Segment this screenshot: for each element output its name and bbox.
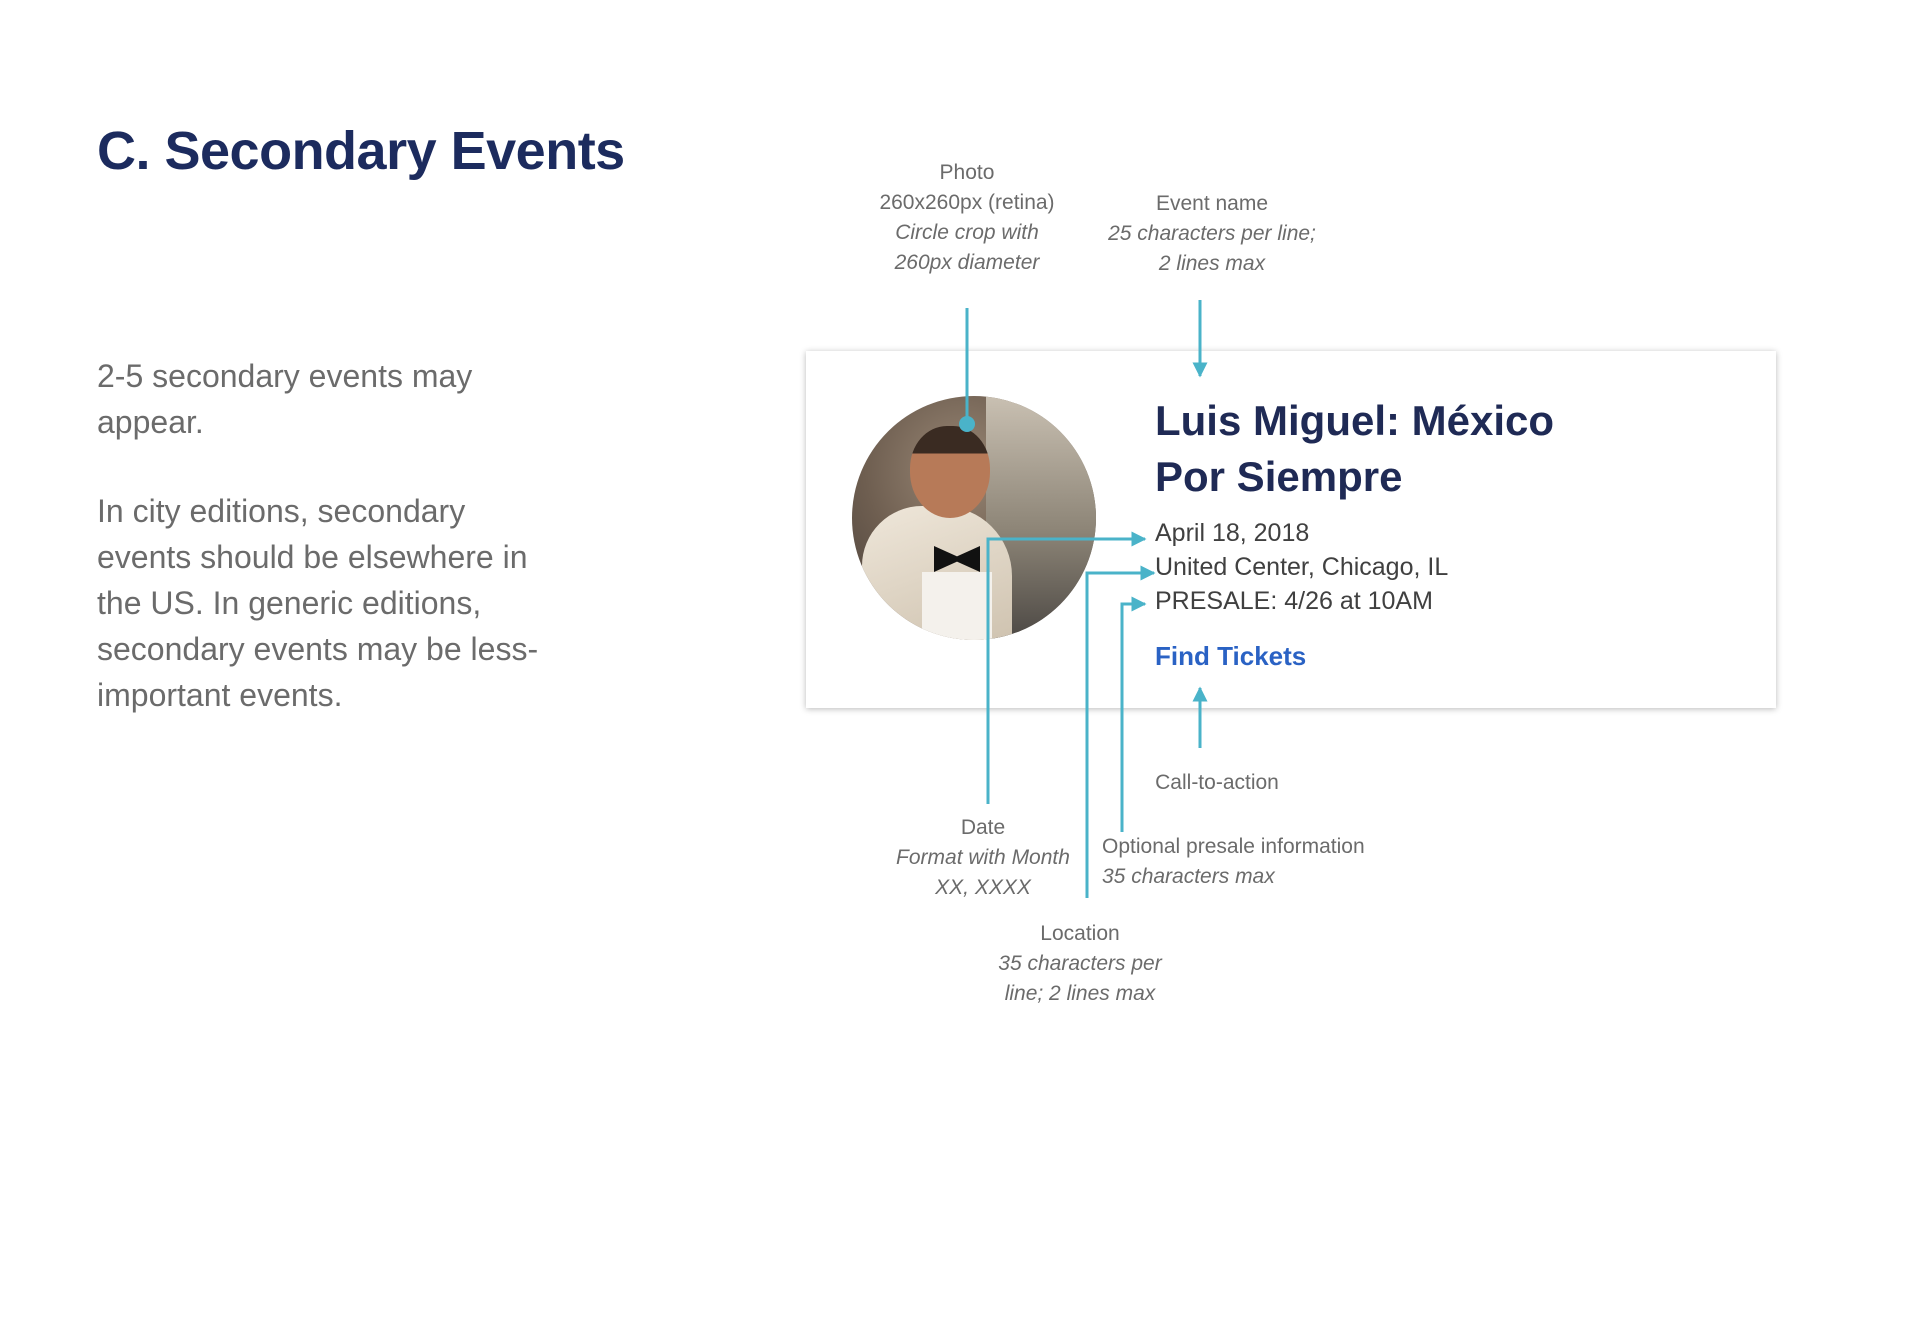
event-date: April 18, 2018 [1155,519,1310,547]
find-tickets-link[interactable]: Find Tickets [1155,641,1307,671]
presale-annotation: Optional presale information 35 characters max [1102,835,1365,888]
event-presale: PRESALE: 4/26 at 10AM [1155,587,1433,615]
page-title: C. Secondary Events [97,121,625,181]
event-location: United Center, Chicago, IL [1155,553,1449,581]
event-name: Luis Miguel: México Por Siempre [1155,397,1555,500]
date-annotation: Date Format with Month XX, XXXX [896,816,1070,899]
edition-paragraph: In city editions, secondary events should be elsewhere in the US. In generic editions, secondary events may be less-important events. [97,493,539,713]
intro-paragraph: 2-5 secondary events may appear. [97,358,473,440]
location-annotation: Location 35 characters per line; 2 lines max [998,922,1162,1005]
cta-annotation: Call-to-action [1155,771,1279,794]
secondary-event-card [806,351,1776,708]
photo-annotation: Photo 260x260px (retina) Circle crop with 260px diameter [879,161,1055,274]
event-name-annotation: Event name 25 characters per line; 2 lines max [1108,192,1316,275]
event-photo [852,396,1096,640]
